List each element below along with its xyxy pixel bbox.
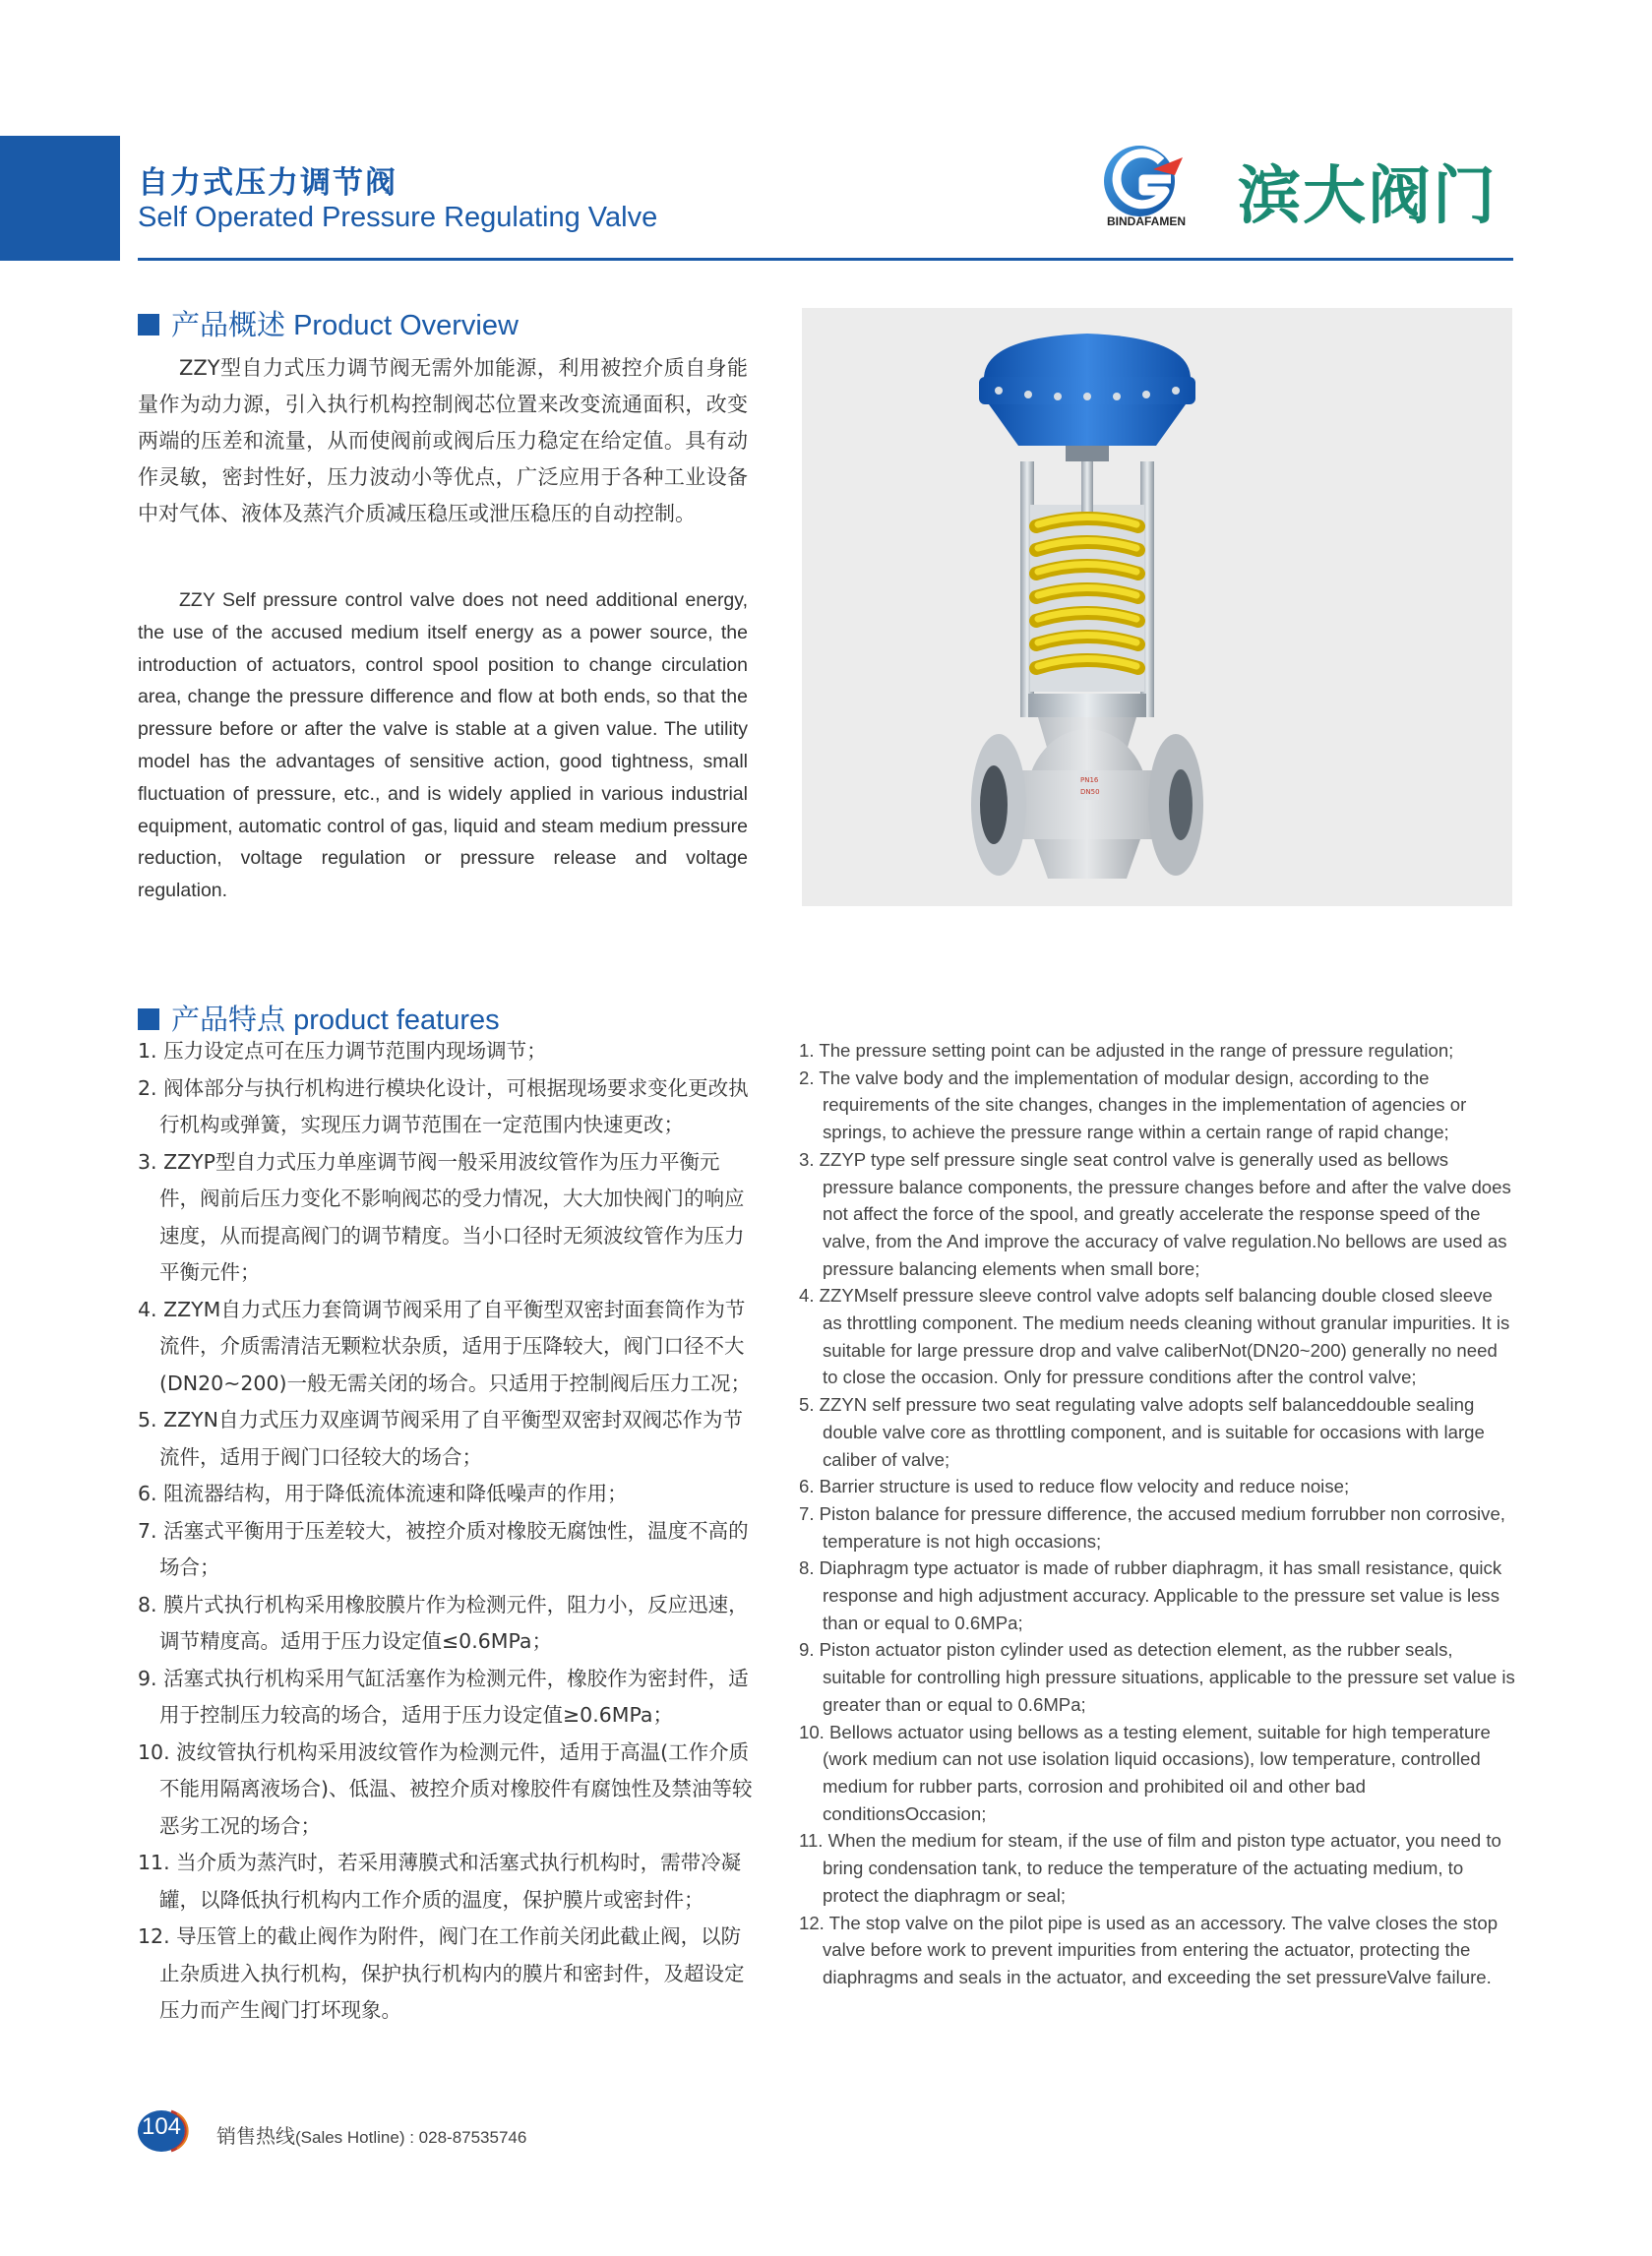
heading-square-icon — [138, 1008, 159, 1030]
header-divider — [138, 258, 1513, 261]
hotline-label-en: (Sales Hotline) — [295, 2128, 405, 2147]
list-item: 7. Piston balance for pressure difference, the accused medium forrubber non corrosive, temperature is not high occasions; — [799, 1502, 1505, 1552]
brand-name: 滨大阀门 — [1238, 160, 1498, 233]
nameplate-pn: PN16 — [1080, 776, 1099, 784]
overview-heading-en: Product Overview — [293, 310, 519, 341]
list-item: 6. 阻流器结构，用于降低流体流速和降低噪声的作用； — [138, 1482, 628, 1505]
list-item: 3. ZZYP型自力式压力单座调节阀一般采用波纹管作为压力平衡元件，阀前后压力变化不影响阀芯的受力情况，大大加快阀门的响应速度，从而提高阀门的调节精度。当小口径时无须波纹管作为压力平衡元件； — [138, 1149, 745, 1284]
nameplate-dn: DN50 — [1080, 788, 1100, 796]
list-item: 5. ZZYN自力式压力双座调节阀采用了自平衡型双密封双阀芯作为节流件，适用于阀门口径较大的场合； — [138, 1408, 744, 1469]
product-photo — [802, 308, 1512, 906]
list-item: 12. 导压管上的截止阀作为附件，阀门在工作前关闭此截止阀，以防止杂质进入执行机构，保护执行机构内的膜片和密封件，及超设定压力而产生阀门打坏现象。 — [138, 1924, 745, 2022]
list-item: 5. ZZYN self pressure two seat regulating valve adopts self balanceddouble sealing double valve core as throttling component, and is suitable for occasions with large caliber of valve; — [799, 1394, 1485, 1470]
list-item: 11. 当介质为蒸汽时，若采用薄膜式和活塞式执行机构时，需带冷凝罐，以降低执行机构内工作介质的温度，保护膜片或密封件； — [138, 1851, 742, 1912]
list-item: 9. Piston actuator piston cylinder used as detection element, as the rubber seals, suitable for controlling high pressure situations, applicable to the pressure set value is greater than or equal to 0.6MPa; — [799, 1639, 1515, 1715]
hotline-number: : 028-87535746 — [404, 2128, 527, 2147]
list-item: 3. ZZYP type self pressure single seat control valve is generally used as bellows pressure balance components, the pressure changes before and after the valve does not affect the force of the spool, and greatly accelerate the response speed of the valve, from the And improve the accuracy of valve regulation.No bellows are used as pressure balancing elements when small bore; — [799, 1148, 1511, 1279]
features-heading-en: product features — [293, 1005, 500, 1036]
list-item: 7. 活塞式平衡用于压差较大，被控介质对橡胶无腐蚀性，温度不高的场合； — [138, 1518, 749, 1579]
overview-paragraph-cn: ZZY型自力式压力调节阀无需外加能源，利用被控介质自身能量作为动力源，引入执行机构控制阀芯位置来改变流通面积，改变两端的压差和流量，从而使阀前或阀后压力稳定在给定值。具有动作灵敏，密封性好，压力波动小等优点，广泛应用于各种工业设备中对气体、液体及蒸汽介质减压稳压或泄压稳压的自动控制。 — [138, 356, 748, 525]
valve-illustration — [802, 308, 1512, 906]
list-item: 4. ZZYM自力式压力套筒调节阀采用了自平衡型双密封面套筒作为节流件，介质需清洁无颗粒状杂质，适用于压降较大，阀门口径不大(DN20~200)一般无需关闭的场合。只适用于控制阀后压力工况； — [138, 1297, 752, 1395]
brand-latin-name: BINDAFAMEN — [1107, 214, 1186, 228]
page-number: 104 — [141, 2113, 182, 2140]
features-heading-cn: 产品特点 — [171, 1005, 286, 1036]
heading-square-icon — [138, 314, 159, 335]
brand-logo — [1092, 128, 1505, 236]
features-list-cn — [138, 1033, 753, 2030]
page-title-en: Self Operated Pressure Regulating Valve — [138, 202, 658, 233]
overview-heading-cn: 产品概述 — [171, 310, 286, 341]
header-color-band — [0, 136, 120, 261]
features-list-en — [799, 1037, 1515, 1991]
overview-heading — [138, 303, 519, 343]
list-item: 12. The stop valve on the pilot pipe is used as an accessory. The valve closes the stop valve before work to prevent impurities from entering the actuator, protecting the diaphragms and seals in the actuator, and exceeding the set pressureValve failure. — [799, 1912, 1499, 1987]
features-heading — [138, 998, 500, 1038]
list-item: 2. The valve body and the implementation of modular design, according to the requirements of the site changes, changes in the implementation of agencies or springs, to achieve the pressure range within a certain range of rapid change; — [799, 1067, 1467, 1143]
sales-hotline — [216, 2120, 526, 2149]
hotline-label-cn: 销售热线 — [216, 2124, 295, 2148]
list-item: 10. Bellows actuator using bellows as a testing element, suitable for high temperature (work medium can not use isolation liquid occasions), low temperature, controlled medium for rubber parts, corrosion and prohibited oil and other bad conditionsOccasion; — [799, 1721, 1491, 1824]
list-item: 1. 压力设定点可在压力调节范围内现场调节； — [138, 1039, 547, 1063]
list-item: 11. When the medium for steam, if the use of film and piston type actuator, you need to bring condensation tank, to reduce the temperature of the actuating medium, to protect the diaphragm or seal; — [799, 1830, 1501, 1906]
list-item: 4. ZZYMself pressure sleeve control valve adopts self balancing double closed sleeve as throttling component. The medium needs cleaning without granular impurities. It is suitable for large pressure drop and valve caliberNot(DN20~200) generally no need to close the occasion. Only for pressure conditions after the control valve; — [799, 1285, 1510, 1388]
list-item: 8. Diaphragm type actuator is made of rubber diaphragm, it has small resistance, quick response and high adjustment accuracy. Applicable to the pressure set value is less than or equal to 0.6MPa; — [799, 1557, 1502, 1633]
list-item: 2. 阀体部分与执行机构进行模块化设计，可根据现场要求变化更改执行机构或弹簧，实现压力调节范围在一定范围内快速更改； — [138, 1075, 749, 1136]
overview-paragraph-en: ZZY Self pressure control valve does not need additional energy, the use of the accused medium itself energy as a power source, the introduction of actuators, control spool position to change circulation area, change the pressure difference and flow at both ends, so that the pressure before or after the valve is stable at a given value. The utility model has the advantages of sensitive action, good tightness, small fluctuation of pressure, etc., and is widely applied in various industrial equipment, automatic control of gas, liquid and steam medium pressure reduction, voltage regulation or pressure release and voltage regulation. — [138, 589, 748, 902]
list-item: 1. The pressure setting point can be adjusted in the range of pressure regulation; — [799, 1040, 1454, 1061]
list-item: 6. Barrier structure is used to reduce flow velocity and reduce noise; — [799, 1476, 1350, 1497]
list-item: 8. 膜片式执行机构采用橡胶膜片作为检测元件，阻力小，反应迅速，调节精度高。适用于压力设定值≤0.6MPa； — [138, 1592, 749, 1653]
page-title-cn: 自力式压力调节阀 — [138, 165, 398, 201]
list-item: 9. 活塞式执行机构采用气缸活塞作为检测元件，橡胶作为密封件，适用于控制压力较高的场合，适用于压力设定值≥0.6MPa； — [138, 1666, 749, 1727]
list-item: 10. 波纹管执行机构采用波纹管作为检测元件，适用于高温(工作介质不能用隔离液场合)、低温、被控介质对橡胶件有腐蚀性及禁油等较恶劣工况的场合； — [138, 1739, 753, 1838]
